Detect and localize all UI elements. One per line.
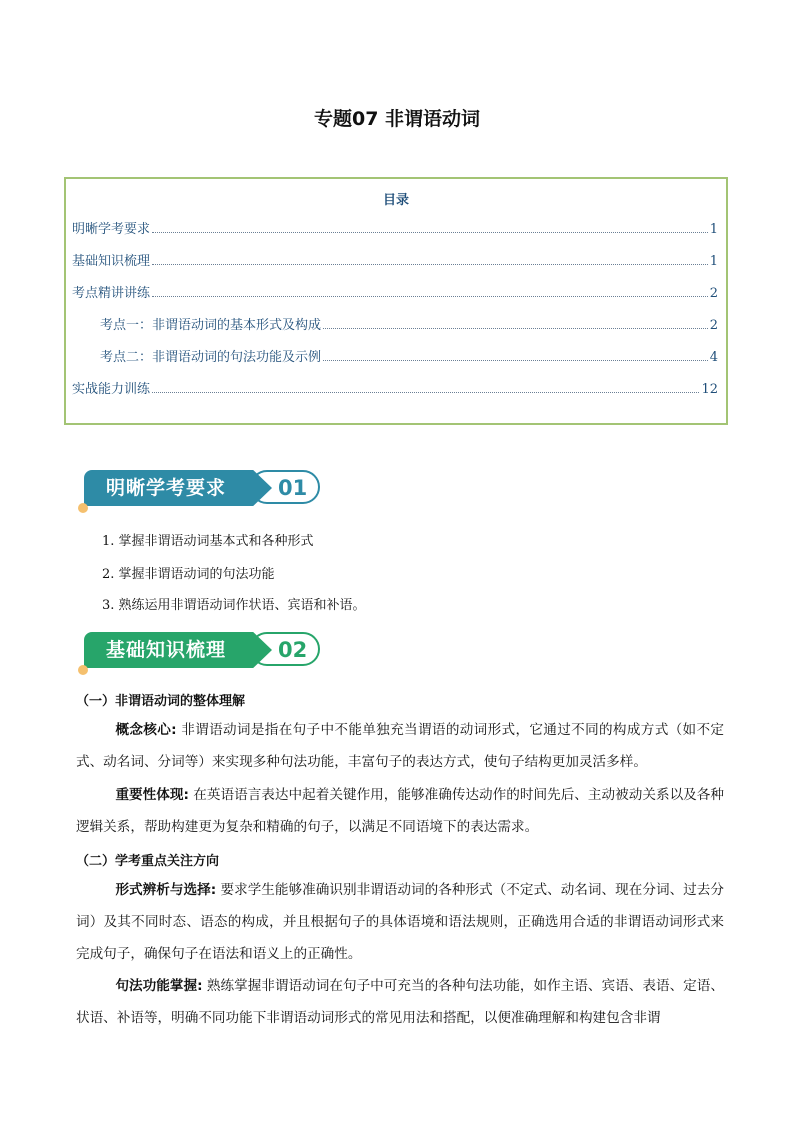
section-number: 01	[278, 476, 308, 500]
section-banner-basics	[78, 632, 328, 668]
paragraph-form-analysis: 形式辨析与选择: 要求学生能够准确识别非谓语动词的各种形式（不定式、动名词、现在分词、过去分词）及其不同时态、语态的构成，并且根据句子的具体语境和语法规则，正确选用合适的非谓语动词形式来完成句子，确保句子在语法和语义上的正确性。	[76, 882, 724, 962]
requirement-item: 3. 熟练运用非谓语动词作状语、宾语和补语。	[102, 598, 366, 613]
table-of-contents	[64, 177, 728, 425]
section-number: 02	[278, 638, 308, 662]
paragraph-syntax-function: 句法功能掌握: 熟练掌握非谓语动词在句子中可充当的各种句法功能，如作主语、宾语、表语、定语、状语、补语等，明确不同功能下非谓语动词形式的常见用法和搭配，以便准确理解和构建包含非谓	[76, 978, 724, 1026]
toc-item-basics[interactable]: 基础知识梳理 1	[72, 254, 718, 269]
requirement-item: 1. 掌握非谓语动词基本式和各种形式	[102, 534, 314, 549]
toc-item-exam-points[interactable]: 考点精讲讲练 2	[72, 286, 718, 301]
subsection-heading: （二）学考重点关注方向	[76, 854, 220, 869]
section-title: 明晰学考要求	[106, 477, 227, 499]
page-title: 专题07 非谓语动词	[313, 108, 481, 130]
toc-item-requirements[interactable]: 明晰学考要求 1	[72, 222, 718, 237]
toc-item-point-two[interactable]: 考点二：非谓语动词的句法功能及示例 4	[100, 350, 718, 365]
requirement-item: 2. 掌握非谓语动词的句法功能	[102, 567, 275, 582]
banner-dot	[78, 665, 88, 675]
section-banner-requirements	[78, 470, 328, 506]
toc-item-point-one[interactable]: 考点一：非谓语动词的基本形式及构成 2	[100, 318, 718, 333]
toc-item-practice[interactable]: 实战能力训练 12	[72, 382, 718, 397]
subsection-heading: （一）非谓语动词的整体理解	[76, 694, 246, 709]
section-title: 基础知识梳理	[106, 639, 227, 661]
banner-dot	[78, 503, 88, 513]
toc-heading: 目录	[382, 193, 409, 208]
paragraph-concept: 概念核心: 非谓语动词是指在句子中不能单独充当谓语的动词形式，它通过不同的构成方式（如不定式、动名词、分词等）来实现多种句法功能，丰富句子的表达方式，使句子结构更加灵活多样。	[76, 722, 724, 770]
paragraph-importance: 重要性体现: 在英语语言表达中起着关键作用，能够准确传达动作的时间先后、主动被动关系以及各种逻辑关系，帮助构建更为复杂和精确的句子，以满足不同语境下的表达需求。	[76, 787, 724, 835]
